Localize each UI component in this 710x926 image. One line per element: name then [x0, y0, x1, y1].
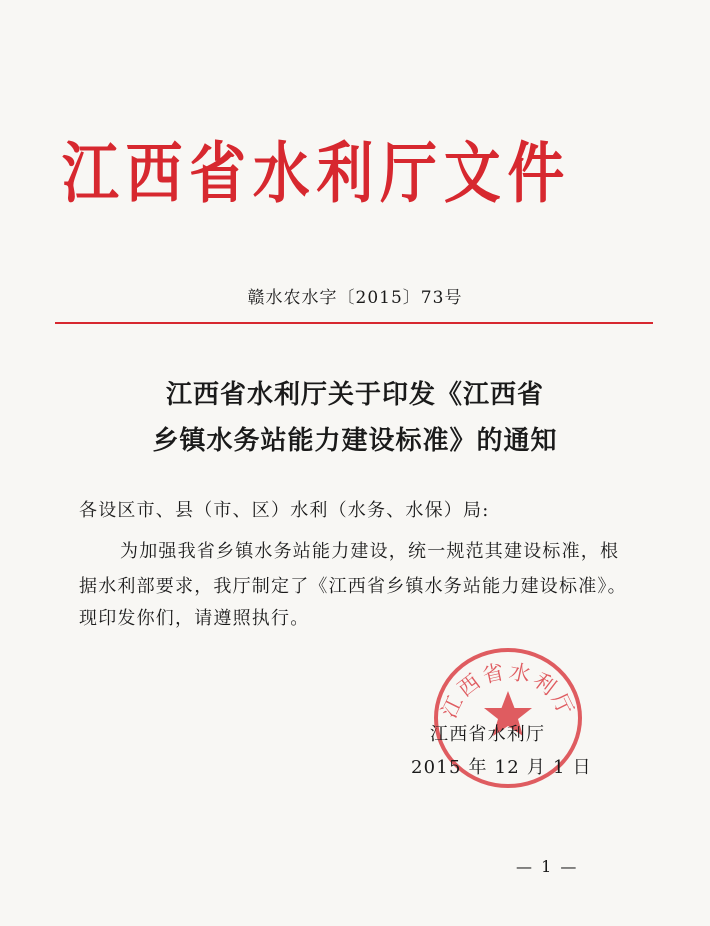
notice-title-line-2: 乡镇水务站能力建设标准》的通知 — [152, 426, 558, 456]
seal-text: 江西省水利厅 — [436, 659, 580, 722]
issue-date: 2015 年 12 月 1 日 — [411, 757, 592, 778]
document-header-title: 江西省水利厅文件 — [62, 134, 572, 212]
notice-title-line-1: 江西省水利厅关于印发《江西省 — [165, 380, 544, 410]
salutation: 各设区市、县（市、区）水利（水务、水保）局: — [79, 500, 490, 521]
body-paragraph-line-1: 为加强我省乡镇水务站能力建设，统一规范其建设标准，根 — [120, 541, 620, 562]
header-divider — [55, 322, 653, 324]
document-number: 赣水农水字〔2015〕73号 — [247, 288, 463, 308]
body-paragraph-line-2: 据水利部要求，我厅制定了《江西省乡镇水务站能力建设标准》。 — [79, 576, 627, 597]
body-paragraph-line-3: 现印发你们，请遵照执行。 — [79, 608, 310, 629]
issuer-name: 江西省水利厅 — [430, 724, 546, 745]
page-number: — 1 — — [516, 857, 579, 876]
